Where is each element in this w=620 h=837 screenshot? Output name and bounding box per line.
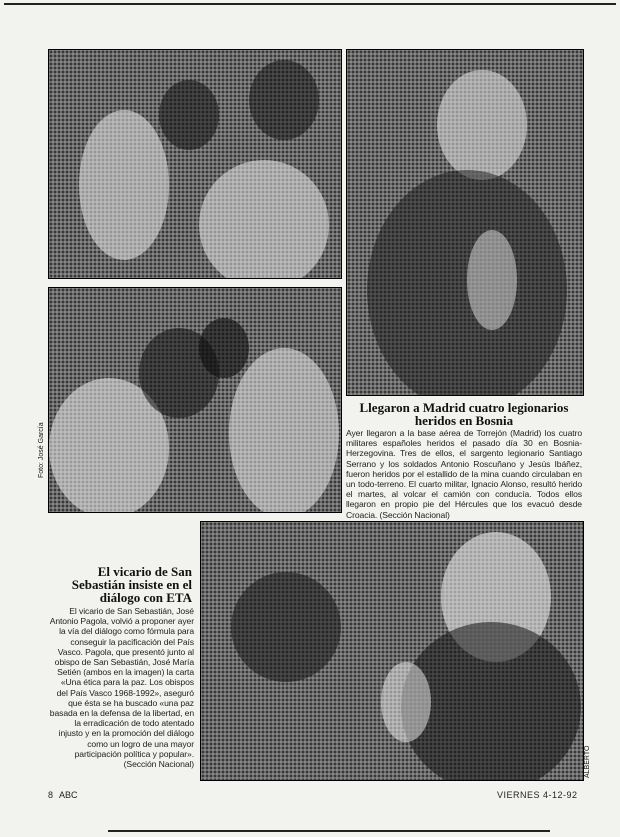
article-body-legionnaires: Ayer llegaron a la base aérea de Torrejón (Madrid) los cuatro militares españoles heridos el pasado día 30 en Bosnia-Herzegovina. Tres de ellos, el sargento legionario Santiago Serrano y los soldados Antonio Roscuñano y Jesús Ibáñez, fueron heridos por el estallido de la mina cuando circulaban en un todo-terreno. El cuarto militar, Ignacio Alonso, resultó herido el martes, al volcar el camión con conducía. Todos ellos llegaron en propio pie del Hércules que los evacuó desde Croacia. (Sección Nacional) (346, 428, 582, 520)
page-number: 8 (48, 790, 54, 800)
bottom-rule (108, 830, 550, 832)
issue-date: VIERNES 4-12-92 (497, 790, 578, 800)
photo-crowd-bottom (48, 287, 342, 513)
newspaper-name: ABC (59, 790, 78, 800)
photo-bishop (200, 521, 584, 781)
photo-crowd-top (48, 49, 342, 279)
photo-credit: ALBERTO (584, 745, 591, 778)
photo-credit: Foto: José García (38, 422, 45, 478)
top-rule (4, 3, 616, 5)
photo-legionnaire (346, 49, 584, 396)
article-body-vicar: El vicario de San Sebastián, José Antonio Pagola, volvió a proponer ayer la vía del diálogo como fórmula para conseguir la pacificación del País Vasco. Pagola, que presentó junto al obispo de San Sebastián, José María Setién (ambos en la imagen) la carta «Una ética para la paz. Los obispos del País Vasco 1968-1992», aseguró que ésta se ha buscado «una paz basada en la defensa de la libertad, en la erradicación de todo atentado injusto y en la promoción del diálogo como un logro de una mayor participación política y popular». (Sección Nacional) (49, 606, 194, 770)
headline-vicar: El vicario de San Sebastián insiste en el diálogo con ETA (71, 564, 192, 605)
page-folio (48, 790, 78, 800)
headline-legionnaires: Llegaron a Madrid cuatro legionarios heridos en Bosnia (359, 400, 569, 428)
